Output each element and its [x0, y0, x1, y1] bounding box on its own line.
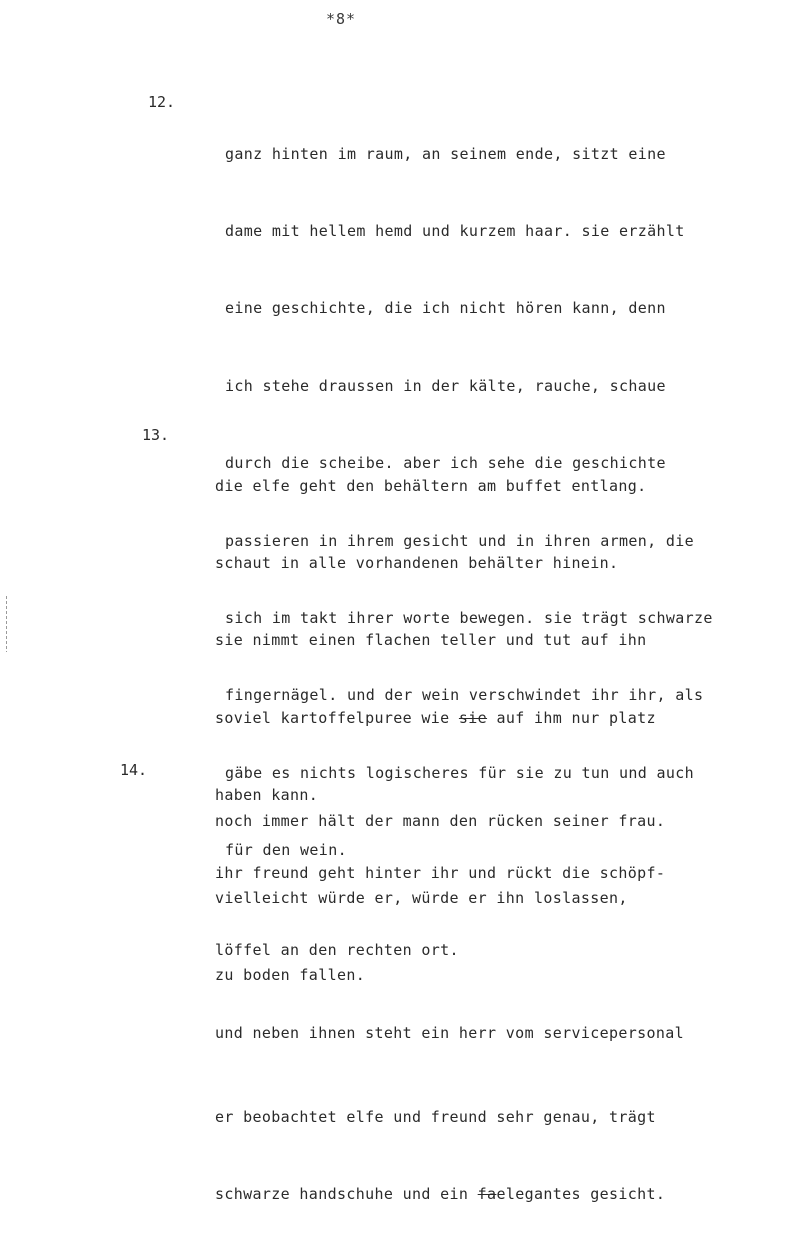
section-14-text	[215, 757, 665, 1041]
text-line: sie nimmt einen flachen teller und tut auf ihn	[215, 631, 647, 650]
section-number-12: 12.	[148, 93, 176, 111]
text-line: für den wein.	[225, 841, 347, 860]
struck-out-word: sie	[458, 708, 488, 727]
text-line: eine geschichte, die ich nicht hören kann, denn	[225, 299, 666, 318]
line-text-after: elegantes gesicht.	[496, 1185, 666, 1204]
text-line: er beobachtet elfe und freund sehr genau, trägt	[215, 1107, 656, 1126]
text-line: gäbe es nichts logischeres für sie zu tun und auch	[225, 763, 695, 782]
text-line-with-strikeout	[215, 706, 684, 732]
section-number-13: 13.	[142, 426, 170, 444]
text-line: passieren in ihrem gesicht und in ihren armen, die	[225, 531, 695, 550]
line-text-after: auf ihm nur platz	[487, 708, 656, 727]
page-number: *8*	[326, 10, 357, 28]
text-line: sich im takt ihrer worte bewegen. sie trägt schwarze	[225, 608, 713, 627]
text-line: haben kann.	[215, 786, 319, 805]
text-line: und neben ihnen steht ein herr vom servicepersonal	[215, 1024, 685, 1043]
text-line: fingernägel. und der wein verschwindet ihr ihr, als	[225, 686, 704, 705]
text-line-with-strikeout	[215, 1182, 684, 1208]
scan-margin-mark	[6, 596, 7, 652]
line-text-before: soviel kartoffelpuree wie	[215, 708, 459, 727]
text-line: schaut in alle vorhandenen behälter hinein.	[215, 553, 619, 572]
text-line: löffel an den rechten ort.	[215, 940, 459, 959]
struck-out-letters: fa	[477, 1185, 497, 1204]
text-line: ganz hinten im raum, an seinem ende, sitzt eine	[225, 144, 666, 163]
text-line: noch immer hält der mann den rücken seiner frau.	[215, 811, 666, 830]
text-line: durch die scheibe. aber ich sehe die geschichte	[225, 454, 666, 473]
line-text-before: schwarze handschuhe und ein	[215, 1185, 478, 1204]
text-line: vielleicht würde er, würde er ihn loslassen,	[215, 888, 628, 907]
text-line: ich stehe draussen in der kälte, rauche, schaue	[225, 376, 666, 395]
text-line: zu boden fallen.	[215, 966, 366, 985]
text-line: dame mit hellem hemd und kurzem haar. sie erzählt	[225, 221, 685, 240]
text-line: die elfe geht den behältern am buffet entlang.	[215, 476, 647, 495]
section-number-14: 14.	[120, 761, 148, 779]
text-line: ihr freund geht hinter ihr und rückt die schöpf-	[215, 863, 666, 882]
